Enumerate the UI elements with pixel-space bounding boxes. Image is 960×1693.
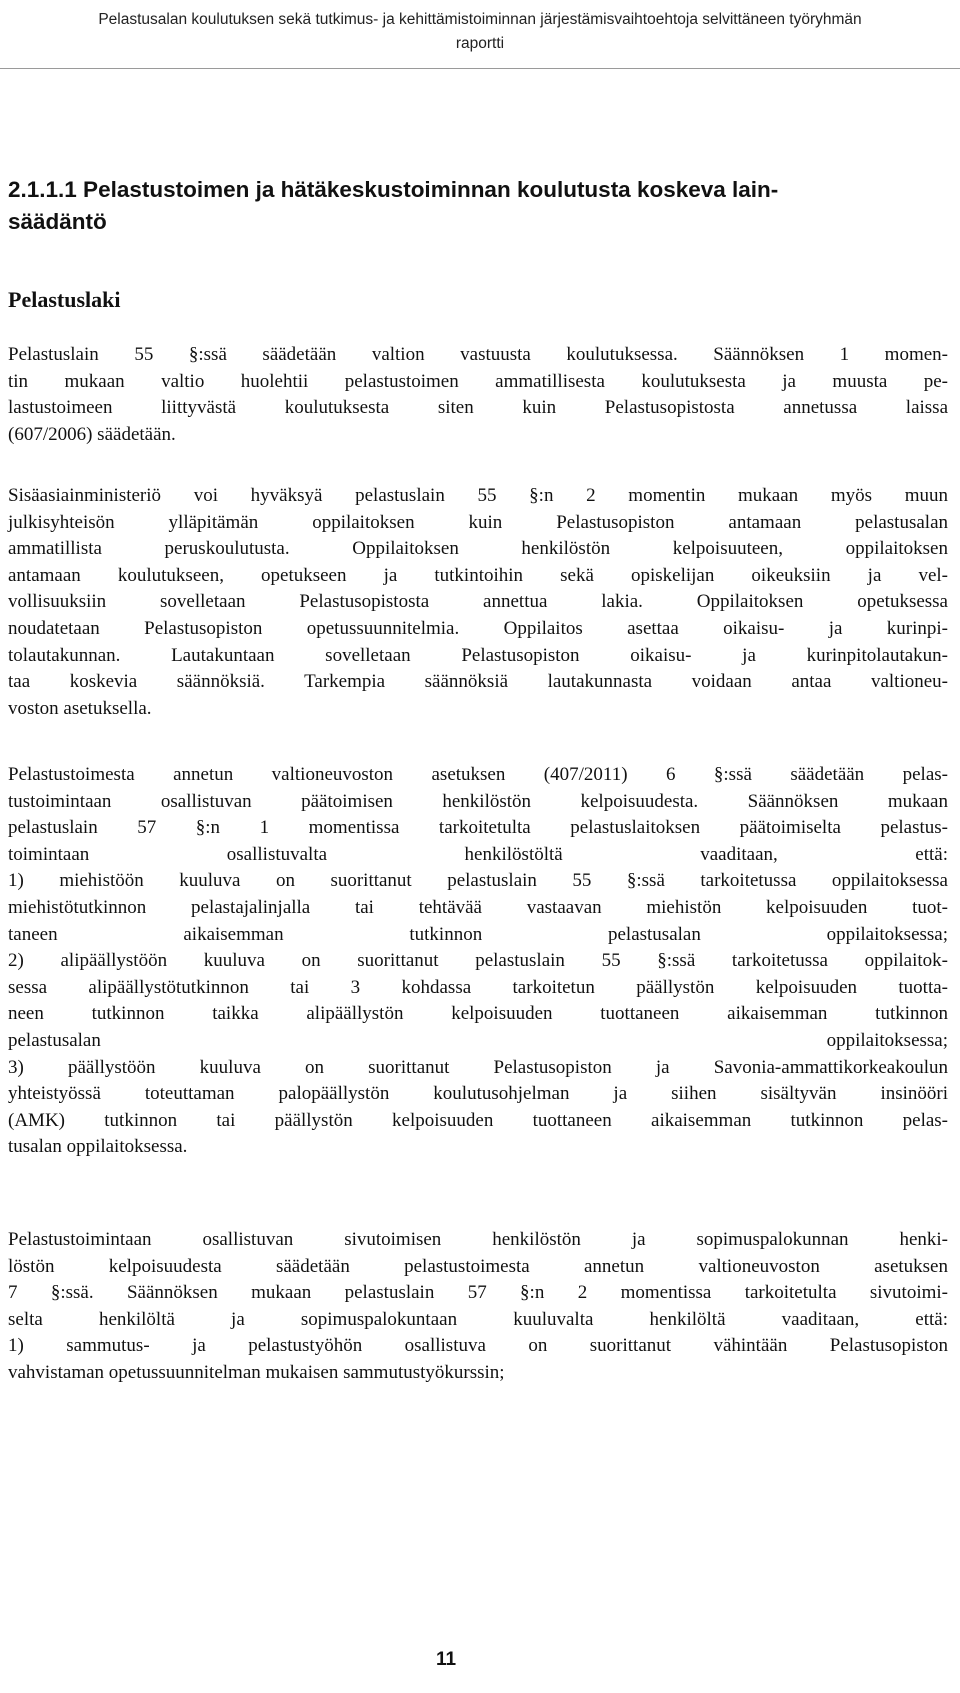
paragraph-line: taneen aikaisemman tutkinnon pelastusalan oppilaitoksessa; — [8, 923, 948, 945]
section-heading-line: 2.1.1.1 Pelastustoimen ja hätäkeskustoiminnan koulutusta koskeva lain- — [8, 177, 779, 202]
paragraph-line: voston asetuksella. — [8, 697, 152, 719]
paragraph — [8, 342, 948, 448]
paragraph-line: neen tutkinnon taikka alipäällystön kelpoisuuden tuottaneen aikaisemman tutkinnon — [8, 1003, 948, 1025]
paragraph-line: 2) alipäällystöön kuuluva on suorittanut pelastuslain 55 §:ssä tarkoitetussa oppilaitok- — [8, 950, 948, 972]
paragraph — [8, 483, 948, 722]
paragraph-line: (607/2006) säädetään. — [8, 423, 176, 445]
paragraph-line: 7 §:ssä. Säännöksen mukaan pelastuslain 57 §:n 2 momentissa tarkoitetulta sivutoimi- — [8, 1282, 948, 1304]
page-number: 11 — [435, 1649, 457, 1670]
header-line: Pelastusalan koulutuksen sekä tutkimus- ja kehittämistoiminnan järjestämisvaihtoehtoja selvittäneen työryhmän — [98, 11, 862, 28]
section-heading-line: säädäntö — [8, 209, 107, 234]
paragraph-line: pelastuslain 57 §:n 1 momentissa tarkoitetulta pelastuslaitoksen päätoimiselta pelastus- — [8, 817, 948, 839]
header-line: raportti — [455, 35, 505, 52]
paragraph-line: miehistötutkinnon pelastajalinjalla tai tehtävää vastaavan miehistön kelpoisuuden tuot- — [8, 896, 948, 918]
paragraph-line: (AMK) tutkinnon tai päällystön kelpoisuuden tuottaneen aikaisemman tutkinnon pelas- — [8, 1109, 948, 1131]
paragraph-line: tusalan oppilaitoksessa. — [8, 1136, 188, 1158]
paragraph-line: Pelastuslain 55 §:ssä säädetään valtion vastuusta koulutuksessa. Säännöksen 1 momen- — [8, 344, 948, 365]
paragraph-line: Sisäasiainministeriö voi hyväksyä pelastuslain 55 §:n 2 momentin mukaan myös muun — [8, 485, 948, 506]
header-divider — [0, 68, 960, 69]
paragraph-line: sessa alipäällystötutkinnon tai 3 kohdassa tarkoitetun päällystön kelpoisuuden tuotta- — [8, 976, 948, 998]
paragraph-line: antamaan koulutukseen, opetukseen ja tutkintoihin sekä opiskelijan oikeuksiin ja vel- — [8, 564, 948, 586]
paragraph-line: toimintaan osallistuvalta henkilöstöltä vaaditaan, että: — [8, 843, 948, 865]
paragraph — [8, 762, 948, 1161]
paragraph-line: tin mukaan valtio huolehtii pelastustoimen ammatillisesta koulutuksesta ja muusta pe- — [8, 370, 948, 392]
paragraph-line: 3) päällystöön kuuluva on suorittanut Pelastusopiston ja Savonia-ammattikorkeakoulun — [8, 1056, 948, 1078]
paragraph-line: vahvistaman opetussuunnitelman mukaisen sammutustyökurssin; — [8, 1361, 505, 1383]
paragraph-line: selta henkilöltä ja sopimuspalokuntaan kuuluvalta henkilöltä vaaditaan, että: — [8, 1308, 948, 1330]
section-heading — [8, 174, 938, 238]
paragraph-line: Pelastustoimintaan osallistuvan sivutoimisen henkilöstön ja sopimuspalokunnan henki- — [8, 1229, 948, 1250]
paragraph-line: julkisyhteisön ylläpitämän oppilaitoksen kuin Pelastusopiston antamaan pelastusalan — [8, 511, 948, 533]
paragraph — [8, 1227, 948, 1387]
paragraph-line: lastustoimeen liittyvästä koulutuksesta siten kuin Pelastusopistosta annetussa laissa — [8, 397, 948, 419]
paragraph-line: vollisuuksiin sovelletaan Pelastusopistosta annettua lakia. Oppilaitoksen opetuksessa — [8, 591, 948, 613]
paragraph-line: noudatetaan Pelastusopiston opetussuunnitelmia. Oppilaitos asettaa oikaisu- ja kurinpi- — [8, 617, 948, 639]
paragraph-line: pelastusalan oppilaitoksessa; — [8, 1029, 948, 1051]
paragraph-line: taa koskevia säännöksiä. Tarkempia säännöksiä lautakunnasta voidaan antaa valtioneu- — [8, 671, 948, 693]
paragraph-line: yhteistyössä toteuttaman palopäällystön koulutusohjelman ja siihen sisältyvän insinööri — [8, 1083, 948, 1105]
paragraph-line: ammatillista peruskoulutusta. Oppilaitoksen henkilöstön kelpoisuuteen, oppilaitoksen — [8, 538, 948, 560]
subheading: Pelastuslaki — [8, 287, 121, 312]
paragraph-line: 1) sammutus- ja pelastustyöhön osallistuva on suorittanut vähintään Pelastusopiston — [8, 1335, 948, 1357]
paragraph-line: tustoimintaan osallistuvan päätoimisen henkilöstön kelpoisuudesta. Säännöksen mukaan — [8, 790, 948, 812]
page-header — [0, 8, 960, 56]
paragraph-line: löstön kelpoisuudesta säädetään pelastustoimesta annetun valtioneuvoston asetuksen — [8, 1255, 948, 1277]
paragraph-line: Pelastustoimesta annetun valtioneuvoston asetuksen (407/2011) 6 §:ssä säädetään pelas- — [8, 764, 948, 785]
paragraph-line: tolautakunnan. Lautakuntaan sovelletaan Pelastusopiston oikaisu- ja kurinpitolautakun- — [8, 644, 948, 666]
paragraph-line: 1) miehistöön kuuluva on suorittanut pelastuslain 55 §:ssä tarkoitetussa oppilaitoksessa — [8, 870, 948, 892]
